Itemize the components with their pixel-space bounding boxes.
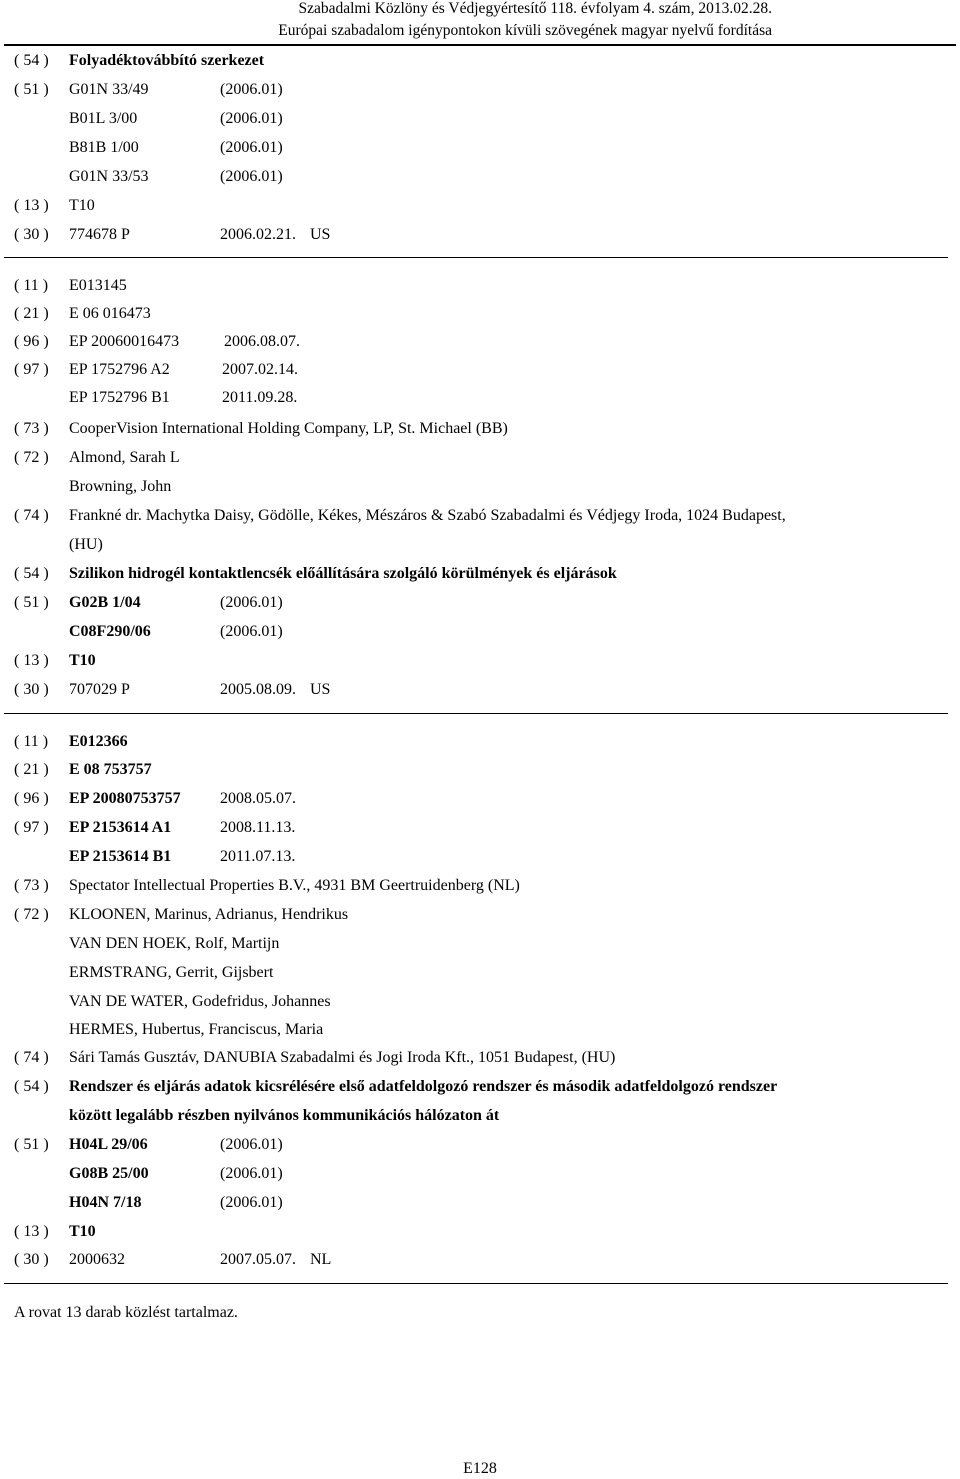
publication-number: E013145: [69, 277, 127, 294]
inid-code: ( 74 ): [14, 1049, 49, 1066]
publication-number: E012366: [69, 733, 128, 750]
ipc-version: (2006.01): [220, 1136, 283, 1153]
section-summary: A rovat 13 darab közlést tartalmaz.: [14, 1304, 238, 1321]
priority-date: 2006.02.21.: [220, 226, 296, 243]
ep-publication-date: 2007.02.14.: [222, 361, 298, 378]
ep-publication-number: EP 1752796 B1: [69, 389, 170, 406]
inventor: ERMSTRANG, Gerrit, Gijsbert: [69, 964, 274, 981]
priority-number: 707029 P: [69, 681, 130, 698]
entry-separator: [4, 1283, 948, 1284]
ipc-version: (2006.01): [220, 81, 283, 98]
ep-application-number: EP 20080753757: [69, 790, 181, 807]
patent-title: Rendszer és eljárás adatok kicsrélésére első adatfeldolgozó rendszer és második adatfeldolgozó rendszer: [69, 1078, 778, 1095]
inid-code: ( 13 ): [14, 652, 49, 669]
inid-code: ( 13 ): [14, 1223, 49, 1240]
ep-application-number: EP 20060016473: [69, 333, 180, 350]
ipc-version: (2006.01): [220, 110, 283, 127]
ipc-version: (2006.01): [220, 1165, 283, 1182]
inid-code: ( 97 ): [14, 819, 49, 836]
inid-code: ( 30 ): [14, 226, 49, 243]
inventor: VAN DEN HOEK, Rolf, Martijn: [69, 935, 280, 952]
inid-code: ( 51 ): [14, 594, 49, 611]
agent: Frankné dr. Machytka Daisy, Gödölle, Kékes, Mészáros & Szabó Szabadalmi és Védjegy Iroda, 1024 Budapest,: [69, 507, 786, 524]
patent-title-continued: között legalább részben nyilvános kommunikációs hálózaton át: [69, 1107, 500, 1124]
priority-date: 2005.08.09.: [220, 681, 296, 698]
section-header: Európai szabadalom igénypontokon kívüli szövegének magyar nyelvű fordítása: [278, 22, 772, 39]
ipc-code: G01N 33/49: [69, 81, 149, 98]
priority-country: US: [310, 226, 331, 243]
ipc-version: (2006.01): [220, 623, 283, 640]
application-number: E 08 753757: [69, 761, 152, 778]
ipc-code: G01N 33/53: [69, 168, 149, 185]
ep-application-date: 2008.05.07.: [220, 790, 296, 807]
inid-code: ( 11 ): [14, 277, 49, 294]
kind-code: T10: [69, 652, 96, 669]
journal-header: Szabadalmi Közlöny és Védjegyértesítő 118. évfolyam 4. szám, 2013.02.28.: [298, 0, 772, 17]
inid-code: ( 73 ): [14, 877, 49, 894]
ep-publication-date: 2011.07.13.: [220, 848, 296, 865]
ipc-version: (2006.01): [220, 139, 283, 156]
ipc-code: B81B 1/00: [69, 139, 139, 156]
inid-code: ( 73 ): [14, 420, 49, 437]
inid-code: ( 21 ): [14, 305, 49, 322]
entry-separator: [4, 257, 948, 258]
inid-code: ( 11 ): [14, 733, 49, 750]
ipc-code: C08F290/06: [69, 623, 151, 640]
inventor: Browning, John: [69, 478, 172, 495]
patent-holder: CooperVision International Holding Company, LP, St. Michael (BB): [69, 420, 508, 437]
priority-country: US: [310, 681, 331, 698]
ipc-version: (2006.01): [220, 1194, 283, 1211]
ep-publication-number: EP 1752796 A2: [69, 361, 170, 378]
ep-publication-number: EP 2153614 A1: [69, 819, 172, 836]
entry-separator: [4, 713, 948, 714]
patent-title: Folyadéktovábbító szerkezet: [69, 52, 265, 69]
inid-code: ( 72 ): [14, 906, 49, 923]
agent: Sári Tamás Gusztáv, DANUBIA Szabadalmi és Jogi Iroda Kft., 1051 Budapest, (HU): [69, 1049, 616, 1066]
priority-number: 774678 P: [69, 226, 130, 243]
ep-application-date: 2006.08.07.: [224, 333, 300, 350]
inid-code: ( 96 ): [14, 333, 49, 350]
ep-publication-date: 2011.09.28.: [222, 389, 298, 406]
inid-code: ( 97 ): [14, 361, 49, 378]
inid-code: ( 72 ): [14, 449, 49, 466]
inventor: HERMES, Hubertus, Franciscus, Maria: [69, 1021, 324, 1038]
ipc-code: G08B 25/00: [69, 1165, 149, 1182]
priority-country: NL: [310, 1251, 332, 1268]
ep-publication-number: EP 2153614 B1: [69, 848, 172, 865]
ipc-code: B01L 3/00: [69, 110, 138, 127]
inid-code: ( 30 ): [14, 1251, 49, 1268]
inid-code: ( 54 ): [14, 52, 49, 69]
kind-code: T10: [69, 197, 95, 214]
page-number: E128: [463, 1460, 497, 1477]
kind-code: T10: [69, 1223, 96, 1240]
inid-code: ( 30 ): [14, 681, 49, 698]
application-number: E 06 016473: [69, 305, 151, 322]
header-rule: [4, 44, 956, 46]
inid-code: ( 51 ): [14, 81, 49, 98]
ipc-code: H04N 7/18: [69, 1194, 142, 1211]
inid-code: ( 51 ): [14, 1136, 49, 1153]
ipc-version: (2006.01): [220, 168, 283, 185]
inid-code: ( 54 ): [14, 565, 49, 582]
patent-title: Szilikon hidrogél kontaktlencsék előállítására szolgáló körülmények és eljárások: [69, 565, 617, 582]
inventor: Almond, Sarah L: [69, 449, 180, 466]
ipc-version: (2006.01): [220, 594, 283, 611]
inid-code: ( 13 ): [14, 197, 49, 214]
agent-country: (HU): [69, 536, 103, 553]
priority-number: 2000632: [69, 1251, 125, 1268]
inid-code: ( 74 ): [14, 507, 49, 524]
ipc-code: H04L 29/06: [69, 1136, 148, 1153]
patent-holder: Spectator Intellectual Properties B.V., 4931 BM Geertruidenberg (NL): [69, 877, 520, 894]
ipc-code: G02B 1/04: [69, 594, 141, 611]
ep-publication-date: 2008.11.13.: [220, 819, 296, 836]
inid-code: ( 21 ): [14, 761, 49, 778]
inid-code: ( 54 ): [14, 1078, 49, 1095]
inventor: KLOONEN, Marinus, Adrianus, Hendrikus: [69, 906, 349, 923]
inventor: VAN DE WATER, Godefridus, Johannes: [69, 993, 331, 1010]
priority-date: 2007.05.07.: [220, 1251, 296, 1268]
inid-code: ( 96 ): [14, 790, 49, 807]
